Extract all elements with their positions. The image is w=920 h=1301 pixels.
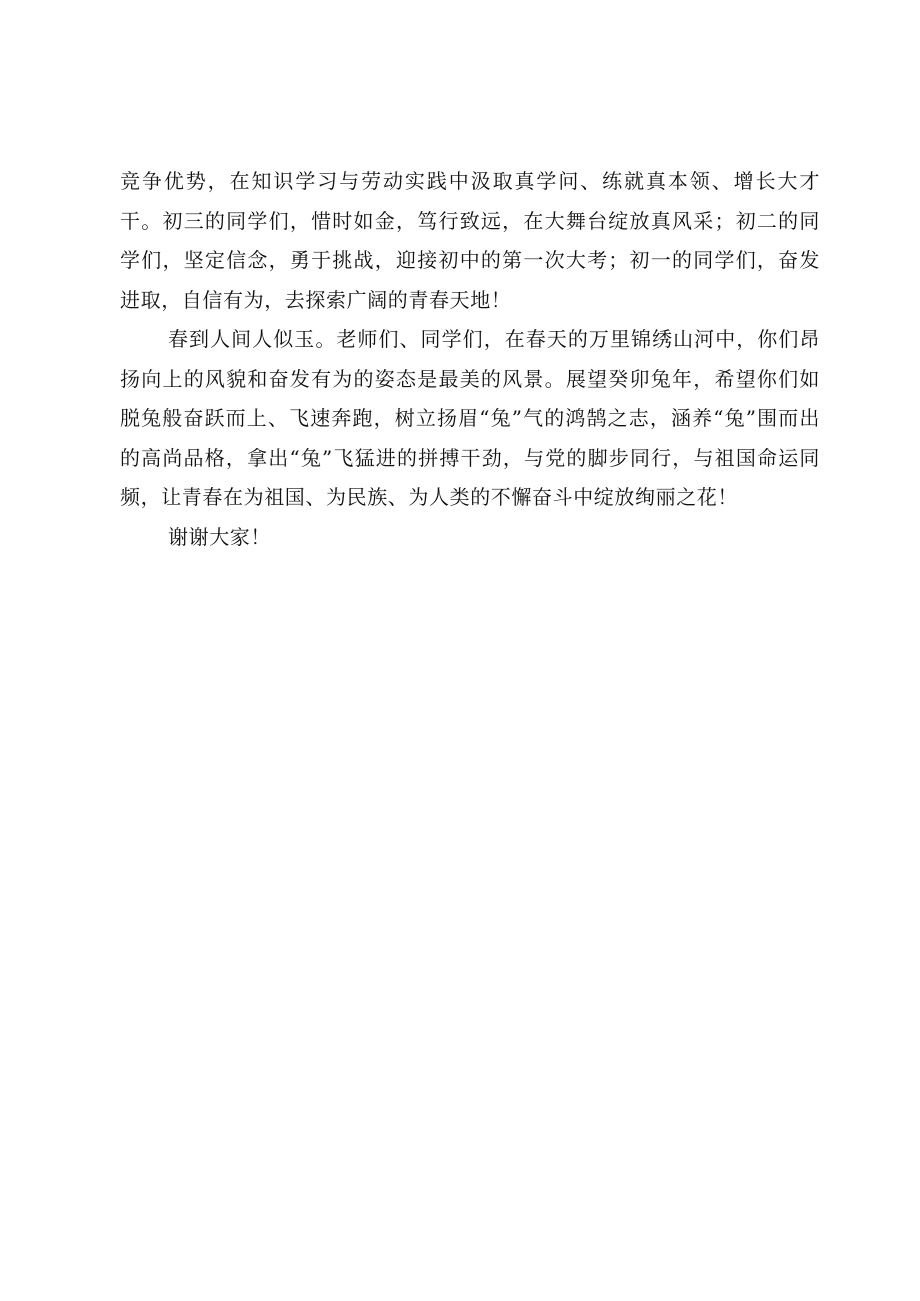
paragraph-continuation: 竞争优势，在知识学习与劳动实践中汲取真学问、练就真本领、增长大才干。初三的同学们，惜时如金，笃行致远，在大舞台绽放真风采；初二的同学们，坚定信念，勇于挑战，迎接初中的第一次大考；初一的同学们，奋发进取，自信有为，去探索广阔的青春天地！: [120, 169, 820, 312]
paragraph-thanks: 谢谢大家！: [168, 524, 271, 549]
document-body: [120, 162, 820, 557]
paragraph-spring-wishes: 春到人间人似玉。老师们、同学们，在春天的万里锦绣山河中，你们昂扬向上的风貌和奋发有为的姿态是最美的风景。展望癸卯兔年，希望你们如脱兔般奋跃而上、飞速奔跑，树立扬眉“兔”气的鸿鹄之志，涵养“兔”围而出的高尚品格，拿出“兔”飞猛进的拼搏干劲，与党的脚步同行，与祖国命运同频，让青春在为祖国、为民族、为人类的不懈奋斗中绽放绚丽之花！: [120, 327, 820, 509]
